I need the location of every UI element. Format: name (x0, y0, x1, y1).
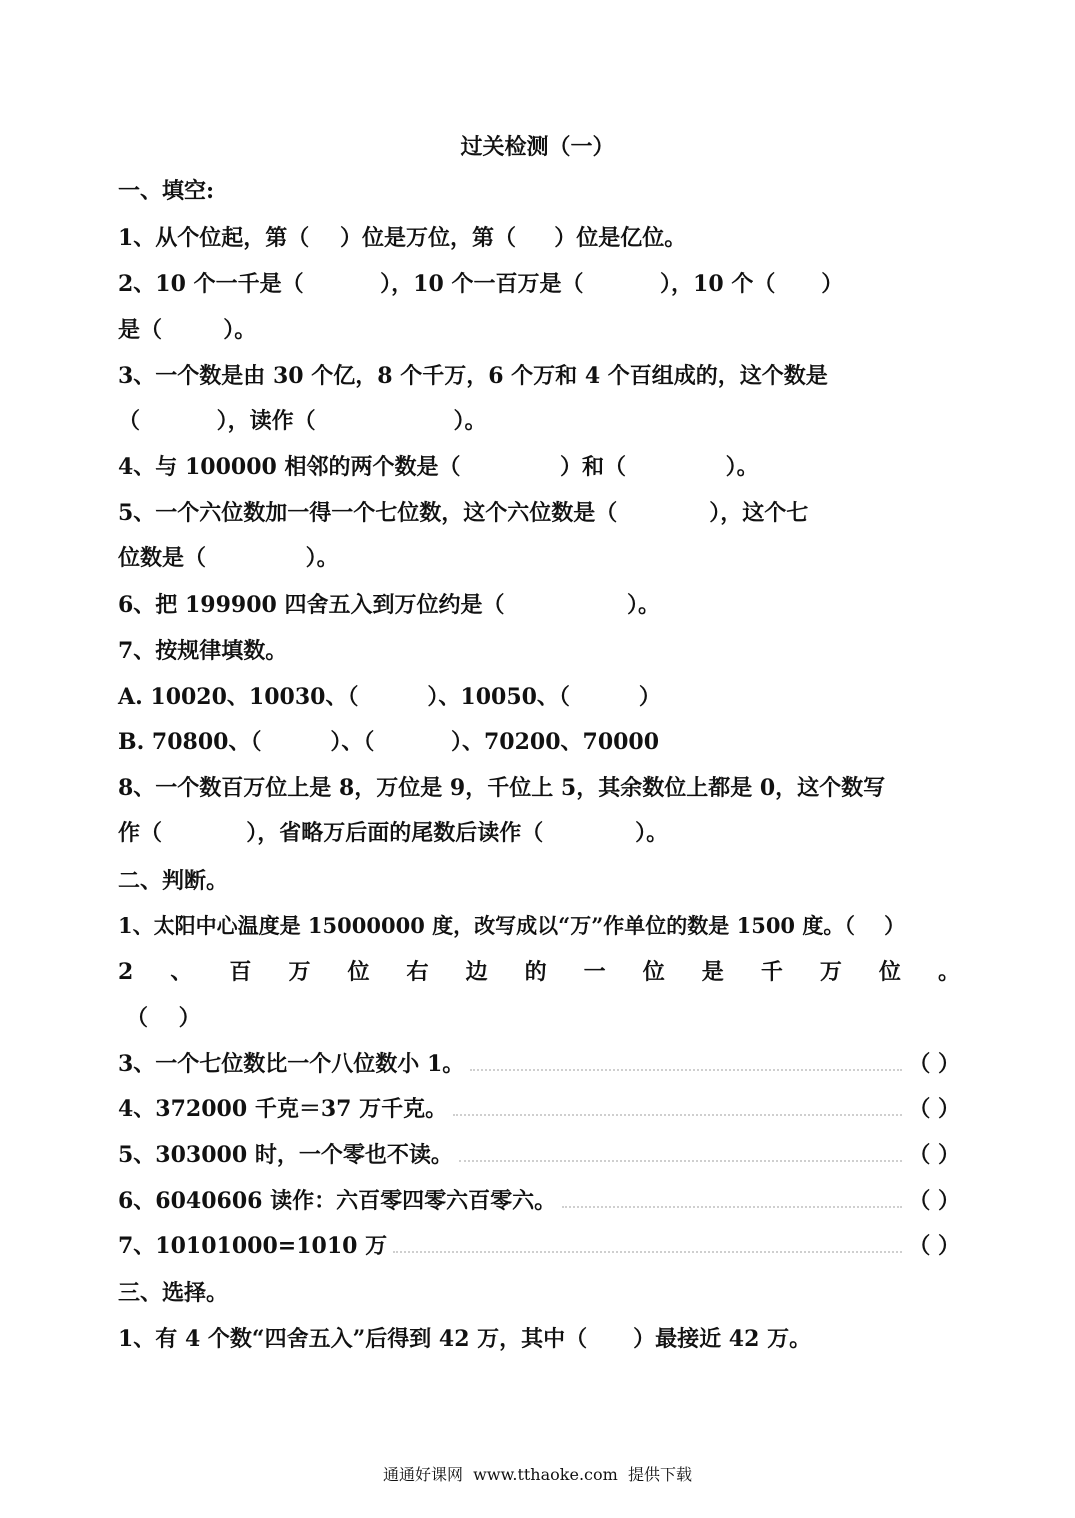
judge-q4 (118, 1094, 960, 1124)
judge-q2-char: 的 (524, 959, 547, 985)
judge-q2-char: 千 (760, 959, 783, 985)
judge-q5 (118, 1140, 960, 1170)
judge-q4-text: 4、372000 千克＝37 万千克。 (118, 1096, 448, 1122)
judge-q2-char: 右 (406, 959, 429, 985)
fill-blank-q5-cont: 位数是（ ）。 (118, 545, 339, 571)
judge-q7-paren: （ ） (908, 1233, 960, 1259)
judge-q3-paren: （ ） (908, 1051, 960, 1077)
judge-q2-char: 百 (229, 959, 252, 985)
judge-q3 (118, 1049, 960, 1079)
judge-q7-text: 7、10101000=1010 万 (118, 1233, 388, 1259)
judge-q2-char: 位 (347, 959, 370, 985)
judge-q2 (118, 957, 960, 987)
judge-q2-char: 边 (465, 959, 488, 985)
section-choice-heading: 三、选择。 (118, 1280, 229, 1306)
judge-q2-char: 是 (701, 959, 724, 985)
dotted-leader (393, 1251, 902, 1253)
dotted-leader (470, 1069, 902, 1071)
dotted-leader (562, 1206, 902, 1208)
choice-q1: 1、有 4 个数“四舍五入”后得到 42 万，其中（ ）最接近 42 万。 (118, 1326, 812, 1352)
judge-q2-char: 位 (878, 959, 901, 985)
judge-q5-paren: （ ） (908, 1142, 960, 1168)
fill-blank-q8: 8、一个数百万位上是 8，万位是 9，千位上 5，其余数位上都是 0，这个数写 (118, 775, 886, 801)
judge-q6 (118, 1186, 960, 1216)
fill-blank-q3-cont: （ ），读作（ ）。 (118, 408, 487, 434)
judge-q2-char: 。 (937, 959, 960, 985)
judge-q6-paren: （ ） (908, 1188, 960, 1214)
fill-blank-q4: 4、与 100000 相邻的两个数是（ ）和（ ）。 (118, 454, 759, 480)
judge-q4-paren: （ ） (908, 1096, 960, 1122)
judge-q5-text: 5、303000 时，一个零也不读。 (118, 1142, 453, 1168)
fill-blank-q2: 2、10 个一千是（ ），10 个一百万是（ ），10 个（ ） (118, 271, 844, 297)
judge-q2-paren: （ ） (126, 1005, 201, 1031)
fill-blank-q8-cont: 作（ ），省略万后面的尾数后读作（ ）。 (118, 820, 669, 846)
judge-q6-text: 6、6040606 读作：六百零四零六百零六。 (118, 1188, 557, 1214)
judge-q2-char: 2 (118, 959, 134, 985)
judge-q3-text: 3、一个七位数比一个八位数小 1。 (118, 1051, 465, 1077)
fill-blank-q7-a: A. 10020、10030、（ ）、10050、（ ） (118, 684, 661, 710)
section-fill-blank-heading: 一、填空: (118, 178, 215, 204)
document-title: 过关检测（一） (460, 134, 615, 160)
dotted-leader (453, 1114, 902, 1116)
fill-blank-q1: 1、从个位起，第（ ）位是万位，第（ ）位是亿位。 (118, 225, 687, 251)
section-judge-heading: 二、判断。 (118, 868, 229, 894)
dotted-leader (459, 1160, 903, 1162)
judge-q2-char: 位 (642, 959, 665, 985)
fill-blank-q7: 7、按规律填数。 (118, 638, 288, 664)
fill-blank-q7-b: B. 70800、（ ）、（ ）、70200、70000 (118, 729, 660, 755)
judge-q7 (118, 1231, 960, 1261)
fill-blank-q5: 5、一个六位数加一得一个七位数，这个六位数是（ ），这个七 (118, 500, 809, 526)
fill-blank-q3: 3、一个数是由 30 个亿，8 个千万，6 个万和 4 个百组成的，这个数是 (118, 363, 828, 389)
judge-q2-char: 一 (583, 959, 606, 985)
fill-blank-q6: 6、把 199900 四舍五入到万位约是（ ）。 (118, 592, 661, 618)
judge-q2-char: 万 (819, 959, 842, 985)
judge-q2-char: 、 (170, 959, 193, 985)
judge-q2-char: 万 (288, 959, 311, 985)
judge-q1: 1、太阳中心温度是 15000000 度，改写成以“万”作单位的数是 1500 度。（ ） (118, 913, 906, 938)
fill-blank-q2-cont: 是（ ）。 (118, 317, 257, 343)
footer-source: 通通好课网 www.tthaoke.com 提供下载 (383, 1465, 692, 1484)
